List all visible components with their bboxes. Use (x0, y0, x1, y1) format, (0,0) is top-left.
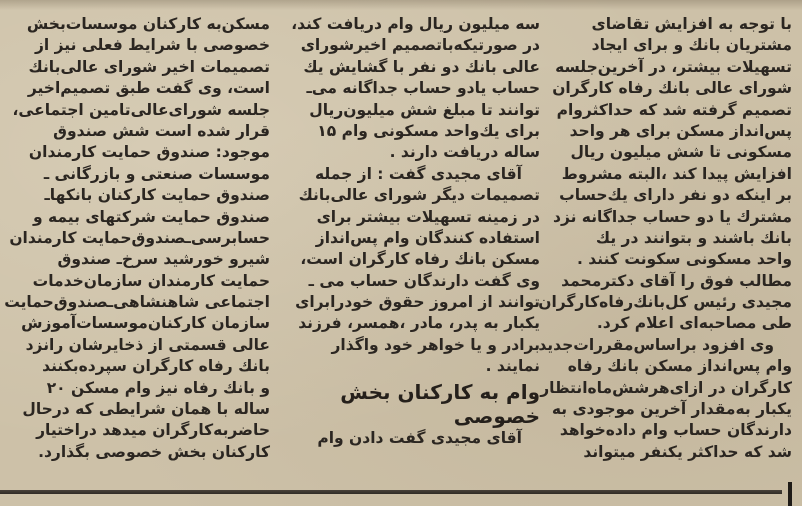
article-line: مجیدی رئیس کل‌بانك‌رفاه‌کارگران (538, 293, 792, 312)
article-line: تصمیمات دیگر شورای عالی‌بانك (298, 186, 540, 205)
section-heading: وام به کارکنان بخش (340, 379, 540, 404)
article-line: قرار شده است شش صندوق (53, 121, 270, 140)
article-line: توانند از امروز حقوق خودرابرای (295, 293, 540, 312)
article-line: مسکونی تا شش میلیون ریال (570, 143, 792, 162)
article-line: طی مصاحبه‌ای اعلام کرد. (596, 314, 792, 333)
article-line: نمایند . (485, 357, 540, 376)
article-line: دارندگان حساب وام داده‌خواهد (559, 421, 792, 440)
article-line: خصوصی با شرایط فعلی نیز از (35, 36, 270, 55)
article-line: کارگران در ازای‌هرشش‌ماه‌انتظار (540, 378, 792, 397)
article-column-middle (291, 14, 540, 486)
article-line: یکبار به‌مقدار آخرین موجودی به (551, 400, 792, 419)
article-line: صندوق حمایت شرکتهای بیمه و (32, 207, 270, 226)
article-column-left (4, 14, 270, 486)
article-line: با توجه به افزایش تقاضای (591, 15, 792, 33)
article-line: بانك رفاه کارگران سپرده‌بکنند (42, 357, 270, 376)
article-line: بانك باشند و بتوانند در یك (595, 228, 792, 247)
article-column-right (538, 14, 792, 486)
article-line: استفاده کنندگان وام پس‌انداز (315, 228, 540, 247)
article-line: سه میلیون ریال وام دریافت کند، (291, 15, 540, 33)
article-line: و بانك رفاه نیز وام مسکن ۲۰ (46, 378, 270, 397)
article-line: عالی بانك دو نفر با گشایش یك (303, 57, 540, 76)
article-line: وی افزود براساس‌مقررات‌جدید (538, 335, 774, 354)
article-line: برادر و یا خواهر خود واگذار (331, 335, 540, 354)
vertical-rule-mark (788, 482, 792, 506)
article-line: در صورتیکه‌باتصمیم اخیرشورای (300, 36, 540, 55)
bottom-rule-divider (0, 490, 782, 494)
article-line: پس‌انداز مسکن برای هر واحد (569, 121, 792, 140)
article-line: برای یك‌واحد مسکونی وام ۱۵ (317, 121, 540, 140)
article-line: مسکن بانك رفاه کارگران است، (300, 250, 540, 269)
article-line: موجود: صندوق حمایت کارمندان (28, 143, 270, 162)
article-line: اجتماعی شاهنشاهی‌ـصندوق‌حمایت (4, 293, 270, 312)
article-line: شیرو خورشید سرخ‌ـ صندوق (57, 250, 270, 269)
article-line: حاضربه‌کارگران میدهد دراختیار (36, 421, 270, 440)
article-line: حسابرسی‌ـصندوق‌حمایت کارمندان (9, 228, 270, 247)
article-line: است، وی گفت طبق تصمیم‌اخیر (27, 79, 270, 98)
article-line: تصمیمات اخیر شورای عالی‌بانك (28, 57, 270, 76)
article-line: افزایش پیدا کند ،البته مشروط (561, 164, 792, 183)
article-line: سازمان کارکنان‌موسسات‌آموزش (21, 314, 270, 333)
article-line: ساله دریافت دارند . (389, 143, 540, 162)
article-line: آقای مجیدی گفت : از جمله (314, 164, 522, 183)
article-line: آقای مجیدی گفت دادن وام (317, 428, 522, 447)
article-line: مطالب فوق را آقای دکترمحمد (561, 271, 792, 290)
article-line: بر اینکه دو نفر دارای یك‌حساب (559, 186, 792, 205)
article-line: توانند تا مبلغ شش میلیون‌ریال (309, 100, 540, 119)
article-line: کارکنان بخش خصوصی بگذارد. (38, 442, 270, 461)
article-line: موسسات صنعتی و بازرگانی ـ (43, 164, 270, 183)
article-line: وام پس‌انداز مسکن بانك رفاه (567, 357, 792, 376)
article-line: حمایت کارمندان سازمان‌خدمات (32, 271, 270, 290)
article-line: تصمیم گرفته شد که حداکثروام (556, 100, 792, 119)
article-line: صندوق حمایت کارکنان بانکها‌ـ (44, 186, 270, 205)
article-line: مشترك یا دو حساب جداگانه نزد (552, 207, 792, 226)
article-line: تسهیلات بیشتر، در آخرین‌جلسه (555, 57, 792, 76)
article-line: جلسه شورای‌عالی‌تامین اجتماعی، (12, 100, 270, 119)
article-line: شورای عالی بانك رفاه کارگران (552, 79, 792, 98)
article-line: یکبار به پدر، مادر ،همسر، فرزند (298, 314, 540, 333)
article-line: حساب یادو حساب جداگانه می‌ـ (306, 79, 540, 98)
article-line: شد که حداکثر یکنفر میتواند (583, 442, 792, 461)
article-body (0, 14, 802, 486)
article-line: مشتریان بانك و برای ایجاد (591, 36, 792, 55)
article-line: ساله با همان شرایطی که درحال (22, 400, 270, 419)
article-line: وی گفت دارندگان حساب می ـ (308, 271, 540, 290)
article-line: عالی قسمتی از ذخایرشان رانزد (25, 335, 270, 354)
scan-shadow (0, 0, 802, 10)
article-line: در زمینه تسهیلات بیشتر برای (316, 207, 540, 226)
section-heading: خصوصی (453, 403, 540, 428)
article-line: واحد مسکونی سکونت کنند . (577, 250, 792, 269)
article-line: مسکن‌به کارکنان موسسات‌بخش (26, 15, 270, 33)
